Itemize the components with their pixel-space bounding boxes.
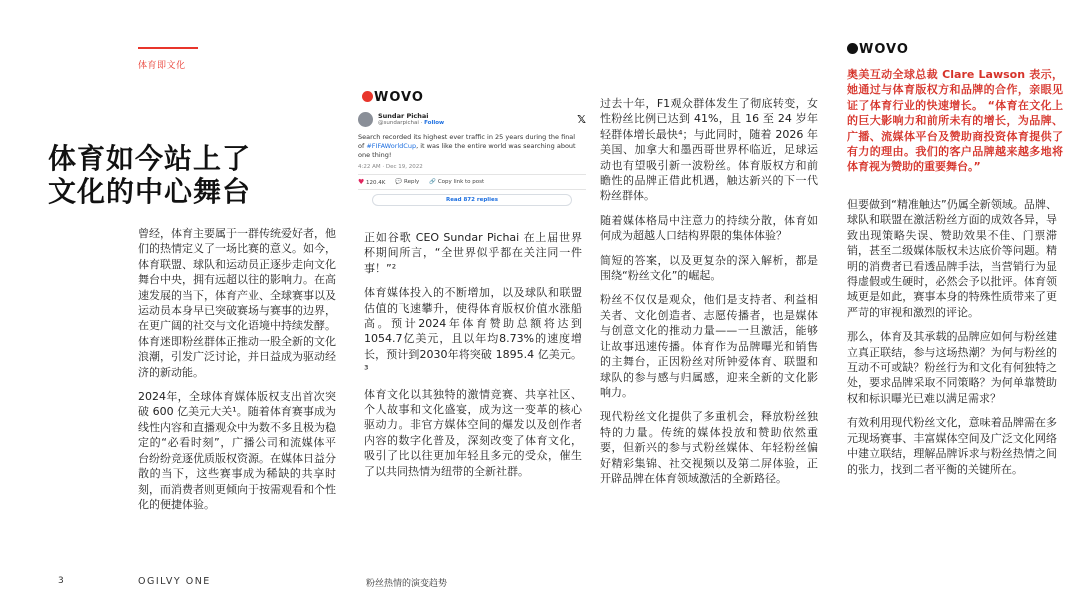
page-number: 3 [58, 576, 64, 586]
headline-line-1: 体育如今站上了 [48, 142, 252, 175]
col1-paragraph-2: 2024年，全球体育媒体版权支出首次突破 600 亿美元大关¹。随着体育赛事成为线性内容和直播观众中为数不多且极为稳定的“必看时刻”，广播公司和流媒体平台纷纷竞逐优质版权资源。在媒体日益分散的当下，这些赛事成为稀缺的共享时刻，而消费者则更倾向于按需观看和个性化的便捷体验。 [138, 390, 336, 511]
tweet-actions [358, 174, 586, 190]
col4-paragraph-1: 但要做到“精准触达”仍属全新领域。品牌、球队和联盟在激活粉丝方面的成效各异，导致出现策略失误、赞助效果不佳、门票滞销，甚至二级媒体版权未达底价等问题。精明的消费者已看透品牌手法，当营销行为显得虚假或生硬时，必然会予以批评。体育领域更是如此，赛事本身的特殊性质带来了更严苛的审视和激烈的评论。 [847, 198, 1057, 319]
page-headline [48, 142, 308, 208]
col2-paragraph-2: 体育媒体投入的不断增加，以及球队和联盟估值的飞速攀升，使得体育版权价值水涨船高。预计2024年体育赞助总额将达到1054.7亿美元，且以年均8.73%的速度增长，预计到2030年将突破 1895.4 亿美元。³ [364, 286, 582, 377]
read-replies-button[interactable]: Read 872 replies [372, 194, 572, 206]
brand-name: OGILVY ONE [138, 576, 211, 587]
avatar [358, 112, 373, 127]
x-logo-icon: 𝕏 [577, 112, 586, 126]
copy-link-button[interactable]: 🔗 Copy link to post [429, 179, 485, 185]
like-button[interactable]: ♥ 120.4K [358, 178, 386, 186]
col2-paragraph-1: 正如谷歌 CEO Sundar Pichai 在上届世界杯期间所言，“全世界似乎都在关注同一件事！”² [364, 231, 582, 275]
quote-attribution: 奥美互动全球总裁 Clare Lawson 表示，她通过与体育版权方和品牌的合作，亲眼见证了体育行业的快速增长。 [847, 68, 1063, 112]
reply-icon: 💬 [395, 179, 403, 185]
col3-paragraph-1: 过去十年，F1观众群体发生了彻底转变，女性粉丝比例已达到 41%，且 16 至 24 岁年轻群体增长最快⁴；与此同时，随着 2026 年美国、加拿大和墨西哥世界杯临近，足球运动也有望吸引新一波粉丝。体育版权方和前瞻性的品牌正借此机遇，触达新兴的下一代粉丝群体。 [600, 97, 818, 203]
footer-title: 粉丝热情的演变趋势 [366, 579, 448, 589]
column-2 [364, 230, 582, 488]
col3-paragraph-5: 现代粉丝文化提供了多重机会，释放粉丝独特的力量。传统的媒体投放和赞助依然重要，但新兴的参与式粉丝媒体、年轻粉丝偏好精彩集锦、社交视频以及第二屏体验，正开辟品牌在体育领域激活的全新路径。 [600, 410, 818, 485]
quote-text: “体育在文化上的巨大影响力和前所未有的增长，为品牌、广播、流媒体平台及赞助商投资体育提供了有力的理由。我们的客户品牌越来越多地将体育视为赞助的重要舞台。” [847, 98, 1063, 174]
follow-link[interactable]: Follow [424, 120, 445, 126]
col3-paragraph-4: 粉丝不仅仅是观众，他们是支持者、利益相关者、文化创造者、志愿传播者，也是媒体与创意文化的推动力量——一旦激活，能够让故事迅速传播。体育作为品牌曝光和销售的主舞台，正因粉丝对所钟爱体育、联盟和球队的参与感与归属感，迎来全新的文化影响力。 [600, 293, 818, 399]
col4-paragraph-2: 那么，体育及其承载的品牌应如何与粉丝建立真正联结，参与这场热潮？为何与粉丝的互动不可或缺？粉丝行为和文化有何独特之处，要求品牌采取不同策略？为何单靠赞助权和标识曝光已难以满足需求？ [847, 330, 1057, 405]
link-icon: 🔗 [429, 179, 437, 185]
tweet-hashtag-link[interactable]: #FIFAWorldCup [366, 142, 417, 150]
logo-dot-red [362, 91, 373, 102]
tweet-header: Sundar Pichai @sundarpichai · Follow 𝕏 [358, 108, 586, 130]
tweet-date: 4:22 AM · Dec 19, 2022 [358, 164, 423, 170]
col2-paragraph-3: 体育文化以其独特的激情竞赛、共享社区、个人故事和文化盛宴，成为这一变革的核心驱动力。非官方媒体空间的爆发以及创作者内容的数字化普及，深刻改变了体育文化，吸引了比以往更加年轻且多元的受众，催生了以共同热情为纽带的全新社群。 [364, 387, 582, 478]
tweet-author-name: Sundar Pichai [378, 112, 429, 120]
logo-dot-dark [847, 43, 858, 54]
wovo-logo-2: WOVO [847, 42, 909, 57]
embedded-tweet [358, 108, 586, 218]
column-1 [138, 226, 336, 521]
pull-quote [847, 67, 1063, 175]
col3-paragraph-3: 简短的答案，以及更复杂的深入解析，都是围绕“粉丝文化”的崛起。 [600, 253, 818, 283]
headline-line-2: 文化的中心舞台 [48, 175, 252, 208]
section-rule [138, 47, 198, 49]
wovo-logo: WOVO [362, 90, 424, 105]
col3-paragraph-2: 随着媒体格局中注意力的持续分散，体育如何成为超越人口结构界限的集体体验？ [600, 213, 818, 243]
reply-button[interactable]: 💬 Reply [395, 179, 420, 185]
col4-paragraph-3: 有效利用现代粉丝文化，意味着品牌需在多元现场赛事、丰富媒体空间及广泛文化网络中建立联结，理解品牌诉求与粉丝热情之间的张力，找到二者平衡的关键所在。 [847, 416, 1057, 476]
col1-paragraph-1: 曾经，体育主要属于一群传统爱好者，他们的热情定义了一场比赛的意义。如今，体育联盟、球队和运动员正逐步走向文化舞台中央，拥有远超以往的影响力。在高速发展的当下，体育产业、全球赛事以及运动员本身早已突破赛场与赛事的边界，在更广阔的社交与文化语境中持续发酵。体育迷即粉丝群体正推动一股全新的文化浪潮，引发广泛讨论，并日益成为驱动经济的新动能。 [138, 227, 336, 379]
column-3 [600, 96, 818, 495]
column-4 [847, 197, 1057, 486]
tweet-author-handle: @sundarpichai [378, 120, 419, 126]
tweet-text: Search recorded its highest ever traffic in 25 years during the final of #FIFAWorldCup, it was like the entire world was searching about one thing! [358, 133, 576, 159]
section-label: 体育即文化 [138, 61, 186, 71]
heart-icon: ♥ [358, 178, 365, 186]
